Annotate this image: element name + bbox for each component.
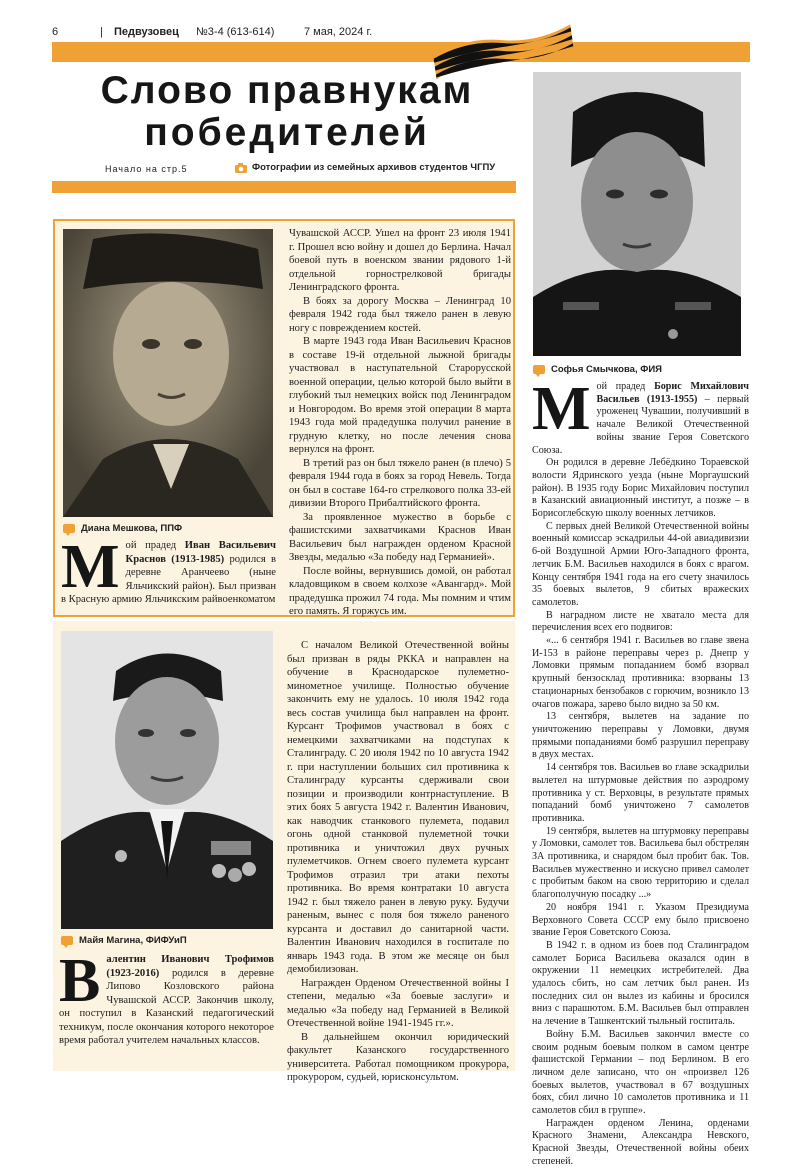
title-line-2: победителей [144,111,430,154]
header-separator: | [100,26,103,38]
hero-name: Борис Михайлович Васильев (1913-1955) [596,381,749,405]
section-accent-bar [52,181,516,193]
story-box-trofimov [53,621,515,1083]
photo-krasnov [63,229,273,517]
photo-vasilyev [533,72,741,356]
page-header [52,26,752,40]
continued-note: Начало на стр.5 [105,164,188,174]
camera-icon [235,163,247,173]
story2-body: С началом Великой Отечественной войны был призван в ряды РККА и направлен на обучение в Краснодарское пулеметно-минометное училище. Полностью обучение закончить ему не удалось. 10 июля 1942 года весь состав училища был направлен на фронт. Курсант Трофимов участвовал в боях с немецкими захватчиками на подступах к Сталинграду. С 20 июля 1942 по 10 августа 1942 г. при наступлении больших сил противника к Сталинграду курсанты сдерживали свои позиции и производили контрнаступление. В этих боях 5 августа 1942 г. Валентин Иванович, как наводчик станкового пулемета, подавил огонь одной станковой пулеметной точки противника и уничтожил двух ручных пулеметчиков. Огнем своего пулемета курсант Трофимов отразил три атаки пехоты противника. Во время контратаки 10 августа 1942 г. был тяжело ранен в левую руку. Будучи раненым, вынес с поля боя тяжело раненого курсанта и доставил до санитарной части. Валентин Иванович находился в госпитале по январь 1943 года. В этом же месяце он был демобилизован. Награжден Орденом Отечественной войны I степени, медалью «За боевые заслуги» и медалью «За победу над Германией в Великой Отечественной войне 1941-1945 гг.». В дальнейшем окончил юридический факультет Казанского государственного университета. Работал помощником прокурора, прокурором, судьей, юрисконсультом. [287,640,509,1083]
comment-icon [61,936,73,945]
story1-lead: Мой прадед Иван Васильевич Краснов (1913-1985) родился в деревне Аранчеево (ныне Яльчикский район). Был призван в Красную армию Яльчикским райвоенкоматом [61,533,276,605]
caption-krasnov: Диана Мешкова, ППФ [63,523,182,534]
issue-number: №3-4 (613-614) [196,26,275,38]
article-title [52,70,522,154]
paper-name: Педвузовец [114,26,179,38]
issue-date: 7 мая, 2024 г. [304,26,373,38]
comment-icon [533,365,545,374]
title-line-1: Слово правнукам [100,69,474,112]
story2-lead: Валентин Иванович Трофимов (1923-2016) родился в деревне Липово Козловского района Чувашской АССР. Закончив школу, он поступил в Казанский педагогический техникум, после окончания которого некоторое время работал учителем начальных классов. [59,947,274,1046]
story1-body: Чувашской АССР. Ушел на фронт 23 июля 1941 г. Прошел всю войну и дошел до Берлина. Начал боевой путь в военском звании рядового 1-й отдельной горнострелковой бригады Ленинградского фронта. В боях за дорогу Москва – Ленинград 10 февраля 1942 года был тяжело ранен в левую ногу с повреждением костей. В марте 1943 года Иван Васильевич Краснов в составе 19-й отдельной лыжной бригады участвовал в наступательной Старорусской военной операции, целью которой было выйти в глубокий тыл немецких войск под Ленинградом и Новгородом. Во время этой операции 8 марта 1943 года мой прадедушка получил ранение в грудную клетку, но после лечения снова вернулся на фронт. В третий раз он был тяжело ранен (в плечо) 5 февраля 1944 года в боях за город Невель. Тогда он был в составе 164-го стрелкового полка 33-ей дивизии Второго Прибалтийского фронта. За проявленное мужество в борьбе с фашистскими захватчиками Краснов Иван Васильевич был награжден орденом Красной Звезды, медалью «За победу над Германией». После войны, вернувшись домой, он работал кладовщиком в своем колхозе «Авангард». Мой прадедушка прожил 74 года. Мы помним и чтим его память. Я горжусь им. [289,228,511,617]
page-number: 6 [52,26,59,38]
story-box-krasnov [53,219,515,617]
comment-icon [63,524,75,533]
dropcap: М [61,533,120,601]
dropcap: М [532,375,591,443]
caption-trofimov: Майя Магина, ФИФУиП [61,935,187,946]
hero-name: алентин Иванович Трофимов (1923-2016) [106,954,274,979]
photo-trofimov [61,631,273,929]
st-george-ribbon-icon [428,24,578,74]
photo-source-note: Фотографии из семейных архивов студентов ЧГПУ [252,162,496,173]
dropcap: В [59,947,101,1015]
hero-name: Иван Васильевич Краснов (1913-1985) [125,540,276,565]
story3-body: Мой прадед Борис Михайлович Васильев (1913-1955) – первый уроженец Чувашии, получивший в начале Великой Отечественной войны звание Героя Советского Союза. Он родился в деревне Лебёдкино Тораевской волости Ядринского уезда (ныне Моргаушский район). В 1935 году Борис Михайлович поступил в Казанский авиационный институт, а позже – в Борисоглебскую школу военных летчиков. С первых дней Великой Отечественной войны военный комиссар эскадрильи 44-ой авиадивизии 6-ой Воздушной Армии Юго-Западного фронта, летчик Б.М. Васильев находился в боях с врагом. Концу сентября 1941 года на его счету значилось 35 боевых вылетов, 9 сбитых вражеских самолетов. В наградном листе не хватало места для перечисления всех его подвигов: «... 6 сентября 1941 г. Васильев во главе звена И-153 в районе переправы через р. Днепр у Ломовки прямым попаданием бомб взорвал крупный бензосклад противника: взорваны 13 стационарных бензобаков с горючим, возникло 13 очагов пожара, зарево было видно за 50 км. 13 сентября, вылетев на задание по уничтожению переправы у Ломовки, двумя прямыми попаданиями бомб разрушил переправу в двух местах. 14 сентября тов. Васильев во главе эскадрильи вылетел на штурмовые действия по аэродрому противника у ст. Верховцы, в результате прямых попаданий бомб уничтожено 7 самолетов противника. 19 сентября, вылетев на штурмовку переправы у Ломовки, самолет тов. Васильева был обстрелян ЗА противника, и снарядом был пробит бак. Тов. Васильев мужественно и искусно привел самолет с пробитым баком на свою территорию и сделал благополучную посадку ...» 20 ноября 1941 г. Указом Президиума Верховного Совета СССР ему было присвоено звание Героя Советского Союза. В 1942 г. в одном из боев под Сталинградом самолет Бориса Васильева оказался один в окружении 11 немецких истребителей. Два удалось сбить, но сам летчик был ранен. Из последних сил он вылез из кабины и бросился вниз с парашютом. Б.М. Васильев был отправлен на лечение в Ташкентский тыльный госпиталь. Войну Б.М. Васильев закончил вместе со своим родным боевым полком в самом центре фашистской Германии – под Берлином. В его личном деле записано, что он «произвел 126 боевых вылетов, участвовал в 67 воздушных боях, сбил лично 10 самолетов противника и 11 самолетов сбил в группе». Награжден орденом Ленина, орденами Красного Знамени, Александра Невского, Красной Звезды, Отечественной войны обеих степеней. [532,375,749,1167]
caption-vasilyev: Софья Смычкова, ФИЯ [533,364,662,375]
header-accent-bar [52,42,750,62]
